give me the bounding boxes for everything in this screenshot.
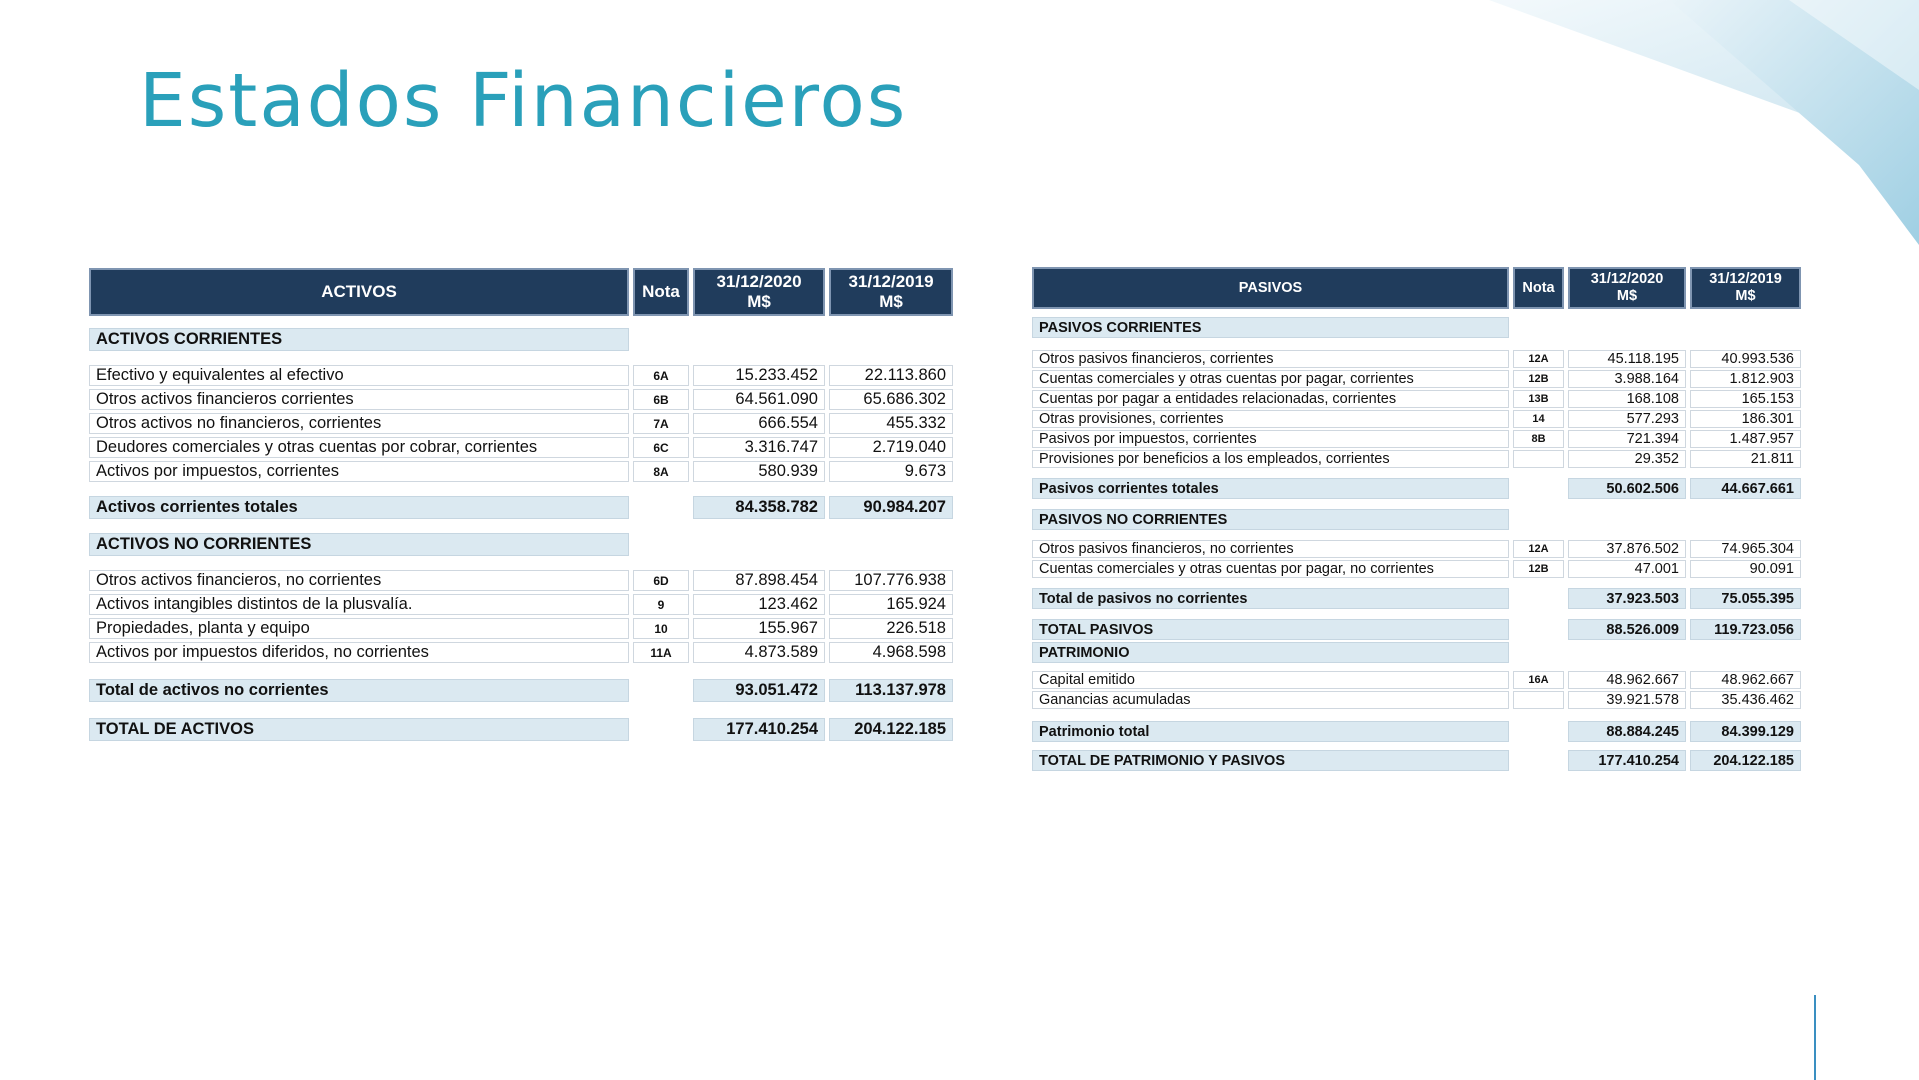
row-nota: 6A <box>633 365 689 386</box>
activos-no-corrientes-heading-row <box>89 533 953 556</box>
row-value-2020: 87.898.454 <box>693 570 825 591</box>
subtotal-row <box>1032 588 1801 609</box>
table-row <box>1032 350 1801 368</box>
row-label: Otras provisiones, corrientes <box>1032 410 1509 428</box>
row-value-2020: 29.352 <box>1568 450 1686 468</box>
row-value-2019: 165.924 <box>829 594 953 615</box>
table-row <box>89 570 953 591</box>
row-nota: 8B <box>1513 430 1564 448</box>
row-value-2020: 4.873.589 <box>693 642 825 663</box>
row-value-2019: 65.686.302 <box>829 389 953 410</box>
row-value-2019: 4.968.598 <box>829 642 953 663</box>
row-nota <box>1513 450 1564 468</box>
subtotal-value-2020: 37.923.503 <box>1568 588 1686 609</box>
row-nota: 6B <box>633 389 689 410</box>
row-label: Otros activos financieros, no corrientes <box>89 570 629 591</box>
row-value-2020: 15.233.452 <box>693 365 825 386</box>
table-row <box>89 618 953 639</box>
pasivos-header-2020-date: 31/12/2020 <box>1590 271 1664 288</box>
section-heading: PASIVOS CORRIENTES <box>1032 317 1509 338</box>
pasivos-no-corrientes-heading-row <box>1032 509 1801 530</box>
row-label: Otros activos no financieros, corrientes <box>89 413 629 434</box>
row-label: Ganancias acumuladas <box>1032 691 1509 709</box>
section-heading: ACTIVOS NO CORRIENTES <box>89 533 629 556</box>
activos-header-2019-unit: M$ <box>879 292 903 311</box>
row-value-2020: 577.293 <box>1568 410 1686 428</box>
grand-total-value-2020: 177.410.254 <box>1568 750 1686 771</box>
row-label: Efectivo y equivalentes al efectivo <box>89 365 629 386</box>
row-label: Activos intangibles distintos de la plusvalía. <box>89 594 629 615</box>
table-row <box>89 642 953 663</box>
patrimonio-heading-row <box>1032 642 1801 663</box>
subtotal-row <box>89 679 953 702</box>
total-pasivos-value-2019: 119.723.056 <box>1690 619 1801 640</box>
row-value-2019: 22.113.860 <box>829 365 953 386</box>
row-value-2019: 186.301 <box>1690 410 1801 428</box>
row-nota: 11A <box>633 642 689 663</box>
pasivos-header-row <box>1032 267 1801 309</box>
subtotal-label: Activos corrientes totales <box>89 496 629 519</box>
row-nota: 6C <box>633 437 689 458</box>
subtotal-value-2020: 88.884.245 <box>1568 721 1686 742</box>
row-label: Capital emitido <box>1032 671 1509 689</box>
row-value-2019: 35.436.462 <box>1690 691 1801 709</box>
row-value-2019: 40.993.536 <box>1690 350 1801 368</box>
row-value-2020: 3.316.747 <box>693 437 825 458</box>
row-label: Deudores comerciales y otras cuentas por cobrar, corrientes <box>89 437 629 458</box>
total-pasivos-value-2020: 88.526.009 <box>1568 619 1686 640</box>
subtotal-row <box>89 496 953 519</box>
row-label: Otros activos financieros corrientes <box>89 389 629 410</box>
row-value-2019: 48.962.667 <box>1690 671 1801 689</box>
row-value-2019: 165.153 <box>1690 390 1801 408</box>
activos-header-label: ACTIVOS <box>89 268 629 316</box>
row-value-2020: 580.939 <box>693 461 825 482</box>
pasivos-table <box>1028 265 1805 773</box>
row-value-2019: 1.812.903 <box>1690 370 1801 388</box>
row-label: Provisiones por beneficios a los empleados, corrientes <box>1032 450 1509 468</box>
row-nota: 10 <box>633 618 689 639</box>
row-value-2020: 47.001 <box>1568 560 1686 578</box>
row-label: Cuentas comerciales y otras cuentas por pagar, corrientes <box>1032 370 1509 388</box>
pasivos-header-2020-unit: M$ <box>1616 288 1638 304</box>
row-nota: 14 <box>1513 410 1564 428</box>
row-nota: 6D <box>633 570 689 591</box>
table-row <box>1032 691 1801 709</box>
table-row <box>1032 410 1801 428</box>
row-value-2020: 37.876.502 <box>1568 540 1686 558</box>
row-value-2020: 155.967 <box>693 618 825 639</box>
row-nota: 9 <box>633 594 689 615</box>
row-label: Activos por impuestos, corrientes <box>89 461 629 482</box>
subtotal-value-2019: 75.055.395 <box>1690 588 1801 609</box>
row-value-2020: 721.394 <box>1568 430 1686 448</box>
row-label: Propiedades, planta y equipo <box>89 618 629 639</box>
grand-total-value-2019: 204.122.185 <box>1690 750 1801 771</box>
slide-edge-rule <box>1814 995 1816 1080</box>
activos-header-2019 <box>829 268 953 316</box>
table-row <box>1032 430 1801 448</box>
pasivos-header-2019 <box>1690 267 1801 309</box>
row-nota: 12A <box>1513 540 1564 558</box>
activos-header-2020-date: 31/12/2020 <box>716 272 802 292</box>
subtotal-value-2020: 50.602.506 <box>1568 478 1686 499</box>
subtotal-row <box>1032 721 1801 742</box>
slide-title: Estados Financieros <box>139 58 908 144</box>
grand-total-label: TOTAL DE ACTIVOS <box>89 718 629 741</box>
subtotal-value-2019: 113.137.978 <box>829 679 953 702</box>
subtotal-row <box>1032 478 1801 499</box>
section-heading: PATRIMONIO <box>1032 642 1509 663</box>
activos-header-2019-date: 31/12/2019 <box>848 272 934 292</box>
section-heading: PASIVOS NO CORRIENTES <box>1032 509 1509 530</box>
table-row <box>89 389 953 410</box>
grand-total-row <box>89 718 953 741</box>
total-pasivos-row <box>1032 619 1801 640</box>
pasivos-header-2020 <box>1568 267 1686 309</box>
row-label: Activos por impuestos diferidos, no corrientes <box>89 642 629 663</box>
row-value-2020: 666.554 <box>693 413 825 434</box>
row-nota: 12B <box>1513 560 1564 578</box>
row-nota: 8A <box>633 461 689 482</box>
table-row <box>1032 540 1801 558</box>
table-row <box>1032 450 1801 468</box>
grand-total-value-2019: 204.122.185 <box>829 718 953 741</box>
subtotal-value-2020: 93.051.472 <box>693 679 825 702</box>
total-pasivos-label: TOTAL PASIVOS <box>1032 619 1509 640</box>
table-row <box>89 365 953 386</box>
subtotal-value-2019: 44.667.661 <box>1690 478 1801 499</box>
corner-decoration <box>1489 0 1919 250</box>
activos-table <box>85 265 957 744</box>
row-nota: 12A <box>1513 350 1564 368</box>
row-value-2019: 9.673 <box>829 461 953 482</box>
row-nota: 7A <box>633 413 689 434</box>
row-label: Cuentas por pagar a entidades relacionadas, corrientes <box>1032 390 1509 408</box>
row-label: Otros pasivos financieros, no corrientes <box>1032 540 1509 558</box>
activos-header-row <box>89 268 953 316</box>
activos-corrientes-heading-row <box>89 328 953 351</box>
grand-total-label: TOTAL DE PATRIMONIO Y PASIVOS <box>1032 750 1509 771</box>
subtotal-value-2019: 84.399.129 <box>1690 721 1801 742</box>
row-value-2020: 3.988.164 <box>1568 370 1686 388</box>
row-value-2019: 21.811 <box>1690 450 1801 468</box>
row-value-2019: 1.487.957 <box>1690 430 1801 448</box>
row-label: Cuentas comerciales y otras cuentas por pagar, no corrientes <box>1032 560 1509 578</box>
subtotal-label: Patrimonio total <box>1032 721 1509 742</box>
activos-header-2020 <box>693 268 825 316</box>
pasivos-header-label: PASIVOS <box>1032 267 1509 309</box>
subtotal-value-2019: 90.984.207 <box>829 496 953 519</box>
subtotal-label: Pasivos corrientes totales <box>1032 478 1509 499</box>
table-row <box>89 437 953 458</box>
row-value-2019: 2.719.040 <box>829 437 953 458</box>
row-nota <box>1513 691 1564 709</box>
row-value-2020: 168.108 <box>1568 390 1686 408</box>
row-nota: 16A <box>1513 671 1564 689</box>
table-row <box>89 413 953 434</box>
row-value-2020: 39.921.578 <box>1568 691 1686 709</box>
row-nota: 12B <box>1513 370 1564 388</box>
row-label: Otros pasivos financieros, corrientes <box>1032 350 1509 368</box>
row-value-2019: 74.965.304 <box>1690 540 1801 558</box>
row-value-2019: 226.518 <box>829 618 953 639</box>
table-row <box>1032 370 1801 388</box>
activos-header-nota: Nota <box>633 268 689 316</box>
subtotal-label: Total de pasivos no corrientes <box>1032 588 1509 609</box>
section-heading: ACTIVOS CORRIENTES <box>89 328 629 351</box>
table-row <box>89 594 953 615</box>
row-value-2019: 455.332 <box>829 413 953 434</box>
subtotal-label: Total de activos no corrientes <box>89 679 629 702</box>
grand-total-row <box>1032 750 1801 771</box>
table-row <box>89 461 953 482</box>
table-row <box>1032 671 1801 689</box>
row-label: Pasivos por impuestos, corrientes <box>1032 430 1509 448</box>
pasivos-header-2019-date: 31/12/2019 <box>1709 271 1782 288</box>
row-nota: 13B <box>1513 390 1564 408</box>
pasivos-header-2019-unit: M$ <box>1735 288 1756 304</box>
row-value-2019: 107.776.938 <box>829 570 953 591</box>
activos-header-2020-unit: M$ <box>747 292 771 311</box>
row-value-2020: 45.118.195 <box>1568 350 1686 368</box>
row-value-2019: 90.091 <box>1690 560 1801 578</box>
table-row <box>1032 390 1801 408</box>
row-value-2020: 48.962.667 <box>1568 671 1686 689</box>
pasivos-header-nota: Nota <box>1513 267 1564 309</box>
row-value-2020: 123.462 <box>693 594 825 615</box>
grand-total-value-2020: 177.410.254 <box>693 718 825 741</box>
table-row <box>1032 560 1801 578</box>
subtotal-value-2020: 84.358.782 <box>693 496 825 519</box>
pasivos-corrientes-heading-row <box>1032 317 1801 338</box>
row-value-2020: 64.561.090 <box>693 389 825 410</box>
